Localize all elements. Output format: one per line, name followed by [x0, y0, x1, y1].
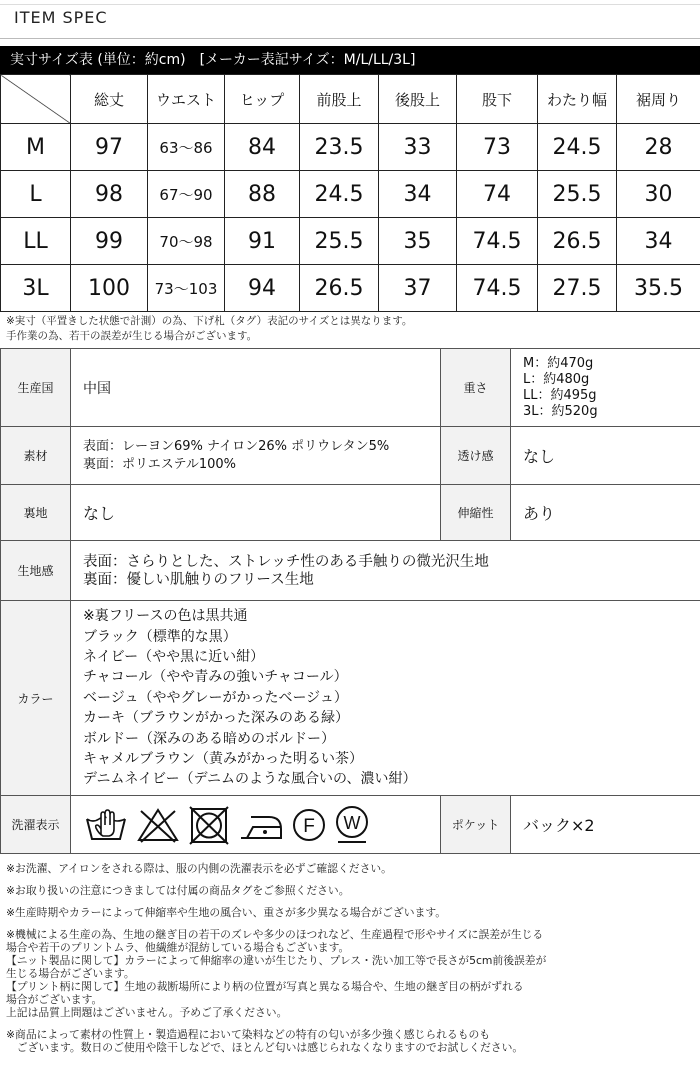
sheer-value: なし	[511, 427, 700, 485]
size-cell: 99	[71, 218, 148, 265]
size-notes	[6, 314, 412, 344]
no-tumble-dry-icon	[187, 805, 231, 845]
column-header: 股下	[457, 75, 538, 124]
footer-note: ございます。数日のご使用や陰干しなどで、ほとんど匂いは感じられなくなりますのでお試しください。	[6, 1041, 524, 1054]
spec-row-lining	[1, 485, 700, 541]
sheer-label: 透け感	[441, 427, 511, 485]
size-cell: 34	[617, 218, 700, 265]
size-cell: 25.5	[538, 171, 617, 218]
dry-clean-letter: F	[303, 815, 315, 837]
size-row	[1, 124, 700, 171]
size-cell: 35	[379, 218, 457, 265]
size-row	[1, 218, 700, 265]
footer-note: 生じる場合がございます。	[6, 967, 135, 980]
footer-note: ※お取り扱いの注意につきましては付属の商品タグをご参照ください。	[6, 884, 350, 897]
footer-note: 【プリント柄に関して】生地の裁断場所により柄の位置が写真と異なる場合や、生地の継ぎ目の柄がずれる	[6, 980, 524, 993]
size-cell: 24.5	[538, 124, 617, 171]
wet-clean-w-icon	[333, 805, 371, 845]
column-header: ヒップ	[225, 75, 300, 124]
column-header: ウエスト	[148, 75, 225, 124]
item-spec-header	[0, 0, 700, 39]
column-header: 後股上	[379, 75, 457, 124]
color-item: キャメルブラウン（黄みがかった明るい茶）	[83, 751, 363, 768]
wet-clean-letter: W	[343, 812, 361, 833]
size-label: L	[1, 171, 71, 218]
size-cell: 97	[71, 124, 148, 171]
size-cell: 37	[379, 265, 457, 312]
weight-value: M：約470g	[523, 355, 594, 371]
spec-row-care	[1, 796, 700, 854]
footer-note: 場合や若干のプリントムラ、他繊維が混紡している場合もございます。	[6, 941, 350, 954]
material-value: 表面：レーヨン69% ナイロン26% ポリウレタン5%	[83, 438, 390, 454]
pocket-value: バック×2	[511, 796, 700, 854]
spec-table	[0, 348, 700, 854]
size-cell: 33	[379, 124, 457, 171]
texture-values	[71, 541, 700, 601]
size-cell: 26.5	[300, 265, 379, 312]
weight-value: 3L：約520g	[523, 403, 598, 419]
footer-note: 【ニット製品に関して】カラーによって伸縮率の違いが生じたり、プレス・洗い加工等で長さが5cm前後誤差が	[6, 954, 547, 967]
size-cell: 30	[617, 171, 700, 218]
size-cell: 74	[457, 171, 538, 218]
spec-row-texture	[1, 541, 700, 601]
care-label: 洗濯表示	[1, 796, 71, 854]
hand-wash-icon	[83, 805, 129, 845]
color-item: デニムネイビー（デニムのような風合いの、濃い紺）	[83, 771, 417, 788]
size-table-corner	[1, 75, 71, 124]
color-item: ボルドー（深みのある暗めのボルドー）	[83, 730, 335, 747]
size-row	[1, 171, 700, 218]
color-item: ベージュ（ややグレーがかったベージュ）	[83, 689, 348, 706]
color-item: ネイビー（やや黒に近い紺）	[83, 648, 265, 665]
column-header: わたり幅	[538, 75, 617, 124]
column-header: 前股上	[300, 75, 379, 124]
stretch-value: あり	[511, 485, 700, 541]
lining-label: 裏地	[1, 485, 71, 541]
size-cell: 94	[225, 265, 300, 312]
care-icon-row	[83, 805, 428, 845]
size-cell: 35.5	[617, 265, 700, 312]
size-cell: 74.5	[457, 265, 538, 312]
size-cell: 63〜86	[148, 124, 225, 171]
size-cell: 34	[379, 171, 457, 218]
texture-label: 生地感	[1, 541, 71, 601]
size-cell: 23.5	[300, 124, 379, 171]
no-bleach-icon	[135, 805, 181, 845]
size-cell: 27.5	[538, 265, 617, 312]
material-value: 裏面：ポリエステル100%	[83, 456, 236, 472]
material-label: 素材	[1, 427, 71, 485]
footer-note: ※お洗濯、アイロンをされる際は、服の内側の洗濯表示を必ずご確認ください。	[6, 862, 392, 875]
size-cell: 24.5	[300, 171, 379, 218]
spec-row-material	[1, 427, 700, 485]
care-icons	[71, 796, 441, 854]
footer-note: ※商品によって素材の性質上・製造過程において染料などの特有の匂いが多少強く感じられるものも	[6, 1028, 491, 1041]
size-cell: 70〜98	[148, 218, 225, 265]
size-note: ※実寸（平置きした状態で計測）の為、下げ札（タグ）表記のサイズとは異なります。	[6, 315, 413, 327]
size-label: M	[1, 124, 71, 171]
size-note: 手作業の為、若干の誤差が生じる場合がございます。	[6, 330, 258, 342]
iron-low-icon	[237, 805, 285, 845]
size-cell: 73	[457, 124, 538, 171]
footer-note: 上記は品質上問題はございません。予めご了承ください。	[6, 1006, 288, 1019]
texture-value: 裏面：優しい肌触りのフリース生地	[83, 571, 314, 588]
size-cell: 100	[71, 265, 148, 312]
size-table	[0, 74, 700, 312]
color-item: チャコール（やや青みの強いチャコール）	[83, 669, 348, 686]
weight-value: L：約480g	[523, 371, 590, 387]
size-cell: 74.5	[457, 218, 538, 265]
dry-clean-f-icon	[291, 805, 327, 845]
size-cell: 25.5	[300, 218, 379, 265]
size-cell: 84	[225, 124, 300, 171]
color-item: ブラック（標準的な黒）	[83, 628, 237, 645]
material-values	[71, 427, 441, 485]
size-cell: 91	[225, 218, 300, 265]
size-cell: 28	[617, 124, 700, 171]
color-list	[71, 601, 700, 796]
footer-notes	[6, 862, 696, 1054]
size-table-caption: 実寸サイズ表 (単位：約cm) [メーカー表記サイズ：M/L/LL/3L]	[10, 52, 416, 68]
column-header: 総丈	[71, 75, 148, 124]
weight-values	[511, 349, 700, 427]
origin-value: 中国	[71, 349, 441, 427]
column-header: 裾周り	[617, 75, 700, 124]
lining-value: なし	[71, 485, 441, 541]
color-item: カーキ（ブラウンがかった深みのある緑）	[83, 710, 349, 727]
size-row	[1, 265, 700, 312]
size-cell: 98	[71, 171, 148, 218]
origin-label: 生産国	[1, 349, 71, 427]
spec-row-color	[1, 601, 700, 796]
size-cell: 73〜103	[148, 265, 225, 312]
footer-note: ※機械による生産の為、生地の継ぎ目の若干のズレや多少のほつれなど、生産過程で形やサイズに誤差が生じる	[6, 928, 544, 941]
header-rule	[0, 4, 700, 5]
size-table-header-row	[1, 75, 700, 124]
spec-row-origin	[1, 349, 700, 427]
color-item: ※裏フリースの色は黒共通	[83, 608, 248, 625]
size-cell: 88	[225, 171, 300, 218]
size-table-caption-bar	[0, 46, 700, 74]
pocket-label: ポケット	[441, 796, 511, 854]
size-label: 3L	[1, 265, 71, 312]
footer-note: ※生産時期やカラーによって伸縮率や生地の風合い、重さが多少異なる場合がございます。	[6, 906, 447, 919]
footer-note: 場合がございます。	[6, 993, 103, 1006]
color-label: カラー	[1, 601, 71, 796]
page-title: ITEM SPEC	[14, 8, 108, 27]
size-cell: 67〜90	[148, 171, 225, 218]
size-cell: 26.5	[538, 218, 617, 265]
texture-value: 表面：さらりとした、ストレッチ性のある手触りの微光沢生地	[83, 553, 489, 570]
stretch-label: 伸縮性	[441, 485, 511, 541]
weight-label: 重さ	[441, 349, 511, 427]
weight-value: LL：約495g	[523, 387, 597, 403]
size-label: LL	[1, 218, 71, 265]
